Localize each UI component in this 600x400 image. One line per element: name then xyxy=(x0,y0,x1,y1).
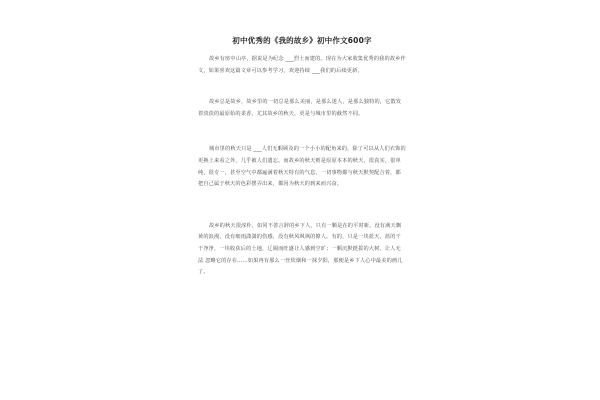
document-title: 初中优秀的《我的故乡》初中作文600字 xyxy=(232,36,372,45)
paragraph-gap xyxy=(198,120,406,144)
paragraph-hometown-autumn: 故乡的秋天很淳朴，如同不善言辞的乡下人，只有一颗是在的平时新。没有满天飘黄的浪漫，没有细雨潇潇的伤感，没有秋风飒飒的撩人。有的，只是一块蓝天，蓝的干干净净，一块收获后的土地，辽阔而旺盛让人感到空旷；一颗沉默挺拔的大树，让人无法 忽略它的存在……如果再有那么一丝炊烟和一抹夕阳，那便是乡下人心中最美的画儿了。 xyxy=(198,222,403,276)
paragraph-intro: 故乡有座中山亭，据说是为纪念 ___烈士而建的。现在为大家收集优秀的我的故乡作文，如果喜欢这篇文章可以参考学习，欢迎持续 ___我们的后续更新。 xyxy=(198,56,406,74)
paragraph-gap xyxy=(198,191,406,221)
paragraph-gap xyxy=(198,77,406,97)
paragraph-city-autumn: 城市里的秋天只是 ___人们无暇顾及的一个小小的配角来的，除了可以从人们衣饰的更换上来看之外，几乎被人们遗忘。而故乡的秋天则是原原本本的秋天，很真实，很单纯，很专一，甚至空气中都遍满着秋天特有的气息，一切事物都与秋天默契配合着，都把自己属于秋天的色彩摆弄出来，都因为秋天的到来而兴奋。 xyxy=(198,146,406,188)
paragraph-hometown: 故乡总是故乡，故乡里的一切总是那么美丽，是那么迷人，是那么独特的，它散发着淡淡的最原始的柔香。尤其故乡的秋天，更是与城市里的截然不同。 xyxy=(198,99,402,117)
document-page xyxy=(198,22,406,279)
